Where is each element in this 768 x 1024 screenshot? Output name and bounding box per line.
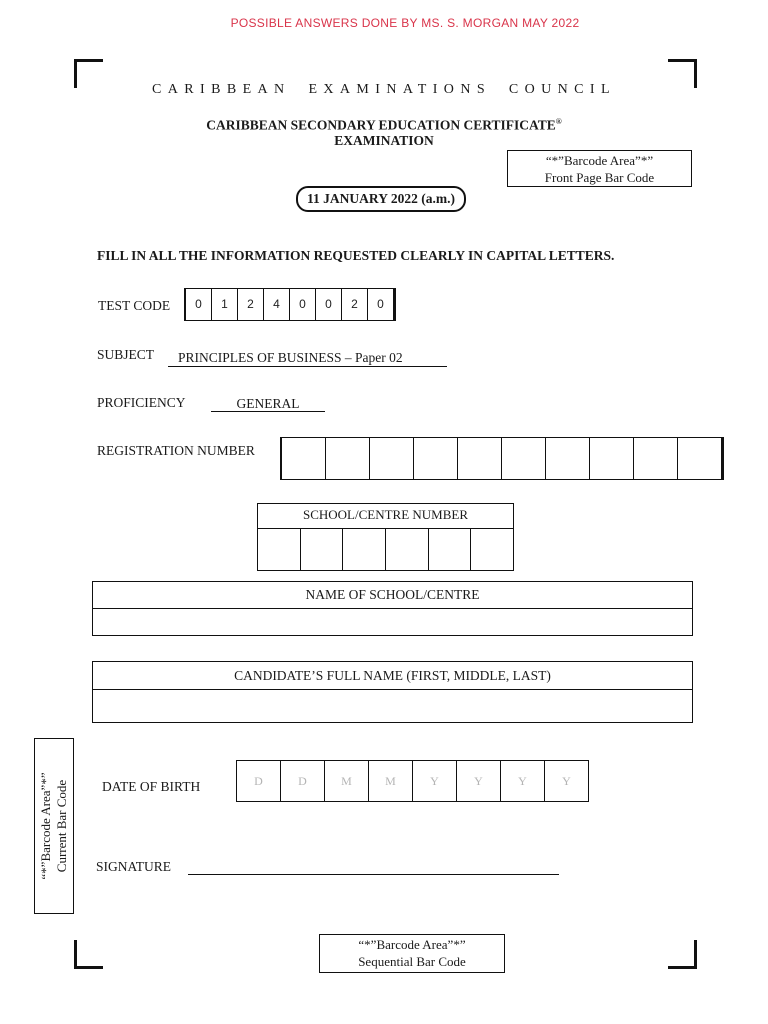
dob-day-box[interactable]: D [236,760,281,802]
school-centre-digit-box[interactable] [301,529,344,570]
school-centre-digit-box[interactable] [386,529,429,570]
subject-label: SUBJECT [97,347,155,362]
test-code-digit: 0 [315,288,342,321]
registration-number-label: REGISTRATION NUMBER [97,443,255,458]
school-name-box [92,581,693,636]
date-of-birth-label: DATE OF BIRTH [102,779,201,794]
front-page-barcode-area [507,150,692,187]
school-centre-digit-box[interactable] [471,529,513,570]
barcode-area-label: “*”Barcode Area”*” [358,937,466,952]
school-centre-number-cells [258,529,513,570]
test-code-boxes [184,288,396,321]
barcode-area-caption: Front Page Bar Code [544,170,655,185]
examination-title: EXAMINATION [334,133,434,148]
registration-digit-box[interactable] [281,437,326,480]
answers-annotation: POSSIBLE ANSWERS DONE BY MS. S. MORGAN MAY 2022 [230,16,580,30]
registered-mark: ® [555,117,562,126]
candidate-name-box [92,661,693,723]
test-code-digit: 2 [341,288,368,321]
registration-digit-box[interactable] [677,437,722,480]
registration-digit-box[interactable] [369,437,414,480]
barcode-area-label: “*”Barcode Area”*” [38,772,53,880]
barcode-area-caption: Current Bar Code [54,779,69,873]
school-centre-number-box [257,503,514,571]
dob-year-box[interactable]: Y [456,760,501,802]
crop-mark-bottom-left [74,940,103,969]
school-centre-number-label: SCHOOL/CENTRE NUMBER [258,504,513,529]
signature-label: SIGNATURE [96,859,172,874]
candidate-name-field[interactable] [93,690,692,722]
candidate-name-label: CANDIDATE’S FULL NAME (FIRST, MIDDLE, LAST) [93,662,692,690]
test-code-digit: 0 [289,288,316,321]
signature-line[interactable] [188,874,559,875]
registration-digit-box[interactable] [413,437,458,480]
test-code-digit: 2 [237,288,264,321]
registration-digit-box[interactable] [633,437,678,480]
crop-mark-bottom-right [668,940,697,969]
certificate-text: CARIBBEAN SECONDARY EDUCATION CERTIFICATE [206,117,556,133]
registration-digit-box[interactable] [457,437,502,480]
instructions: FILL IN ALL THE INFORMATION REQUESTED CLEARLY IN CAPITAL LETTERS. [97,248,615,263]
school-name-label: NAME OF SCHOOL/CENTRE [93,582,692,609]
school-name-field[interactable] [93,609,692,635]
date-of-birth-boxes [237,760,589,802]
barcode-area-caption: Sequential Bar Code [358,954,466,969]
subject-field[interactable]: PRINCIPLES OF BUSINESS – Paper 02 [168,349,447,367]
test-code-digit: 0 [367,288,394,321]
dob-month-box[interactable]: M [324,760,369,802]
current-barcode-text [38,738,70,914]
certificate-title [0,117,768,134]
test-code-digit: 0 [185,288,212,321]
school-centre-digit-box[interactable] [343,529,386,570]
registration-digit-box[interactable] [325,437,370,480]
registration-digit-box[interactable] [501,437,546,480]
dob-day-box[interactable]: D [280,760,325,802]
sequential-barcode-area [319,934,505,973]
dob-month-box[interactable]: M [368,760,413,802]
school-centre-digit-box[interactable] [258,529,301,570]
school-centre-digit-box[interactable] [429,529,472,570]
exam-date: 11 JANUARY 2022 (a.m.) [296,186,466,212]
current-barcode-area [34,738,74,914]
barcode-area-label: “*”Barcode Area”*” [545,153,654,168]
test-code-digit: 4 [263,288,290,321]
council-title: CARIBBEAN EXAMINATIONS COUNCIL [152,82,616,97]
test-code-label: TEST CODE [98,298,171,313]
dob-year-box[interactable]: Y [544,760,589,802]
dob-year-box[interactable]: Y [412,760,457,802]
proficiency-label: PROFICIENCY [97,395,186,410]
registration-digit-box[interactable] [545,437,590,480]
dob-year-box[interactable]: Y [500,760,545,802]
registration-number-boxes [280,437,724,480]
test-code-digit: 1 [211,288,238,321]
proficiency-field[interactable]: GENERAL [211,396,325,412]
registration-digit-box[interactable] [589,437,634,480]
